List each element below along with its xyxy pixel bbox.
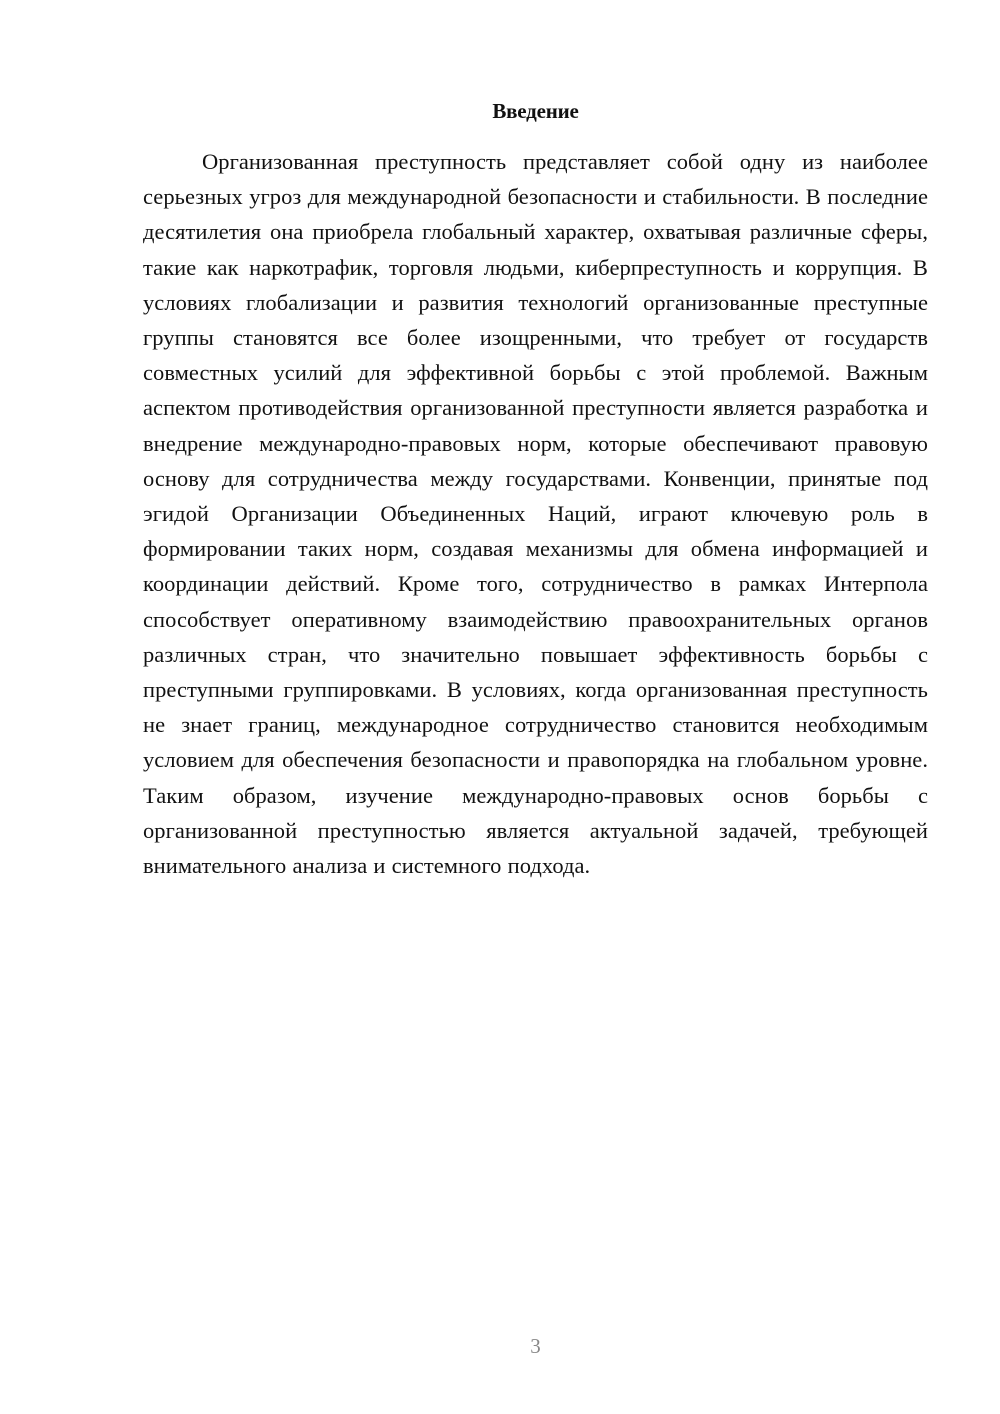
section-heading: Введение bbox=[492, 99, 579, 123]
body-paragraph: Организованная преступность представляет собой одну из наиболее серьезных угроз для международной безопасности и стабильности. В последние десятилетия она приобрела глобальный характер, охватывая различные сферы, такие как наркотрафик, торговля людьми, киберпреступность и коррупция. В условиях глобализации и развития технологий организованные преступные группы становятся все более изощренными, что требует от государств совместных усилий для эффективной борьбы с этой проблемой. Важным аспектом противодействия организованной преступности является разработка и внедрение международно-правовых норм, которые обеспечивают правовую основу для сотрудничества между государствами. Конвенции, принятые под эгидой Организации Объединенных Наций, играют ключевую роль в формировании таких норм, создавая механизмы для обмена информацией и координации действий. Кроме того, сотрудничество в рамках Интерпола способствует оперативному взаимодействию правоохранительных органов различных стран, что значительно повышает эффективность борьбы с преступными группировками. В условиях, когда организованная преступность не знает границ, международное сотрудничество становится необходимым условием для обеспечения безопасности и правопорядка на глобальном уровне. Таким образом, изучение международно-правовых основ борьбы с организованной преступностью является актуальной задачей, требующей внимательного анализа и системного подхода. bbox=[143, 149, 928, 879]
page-number: 3 bbox=[530, 1334, 541, 1358]
